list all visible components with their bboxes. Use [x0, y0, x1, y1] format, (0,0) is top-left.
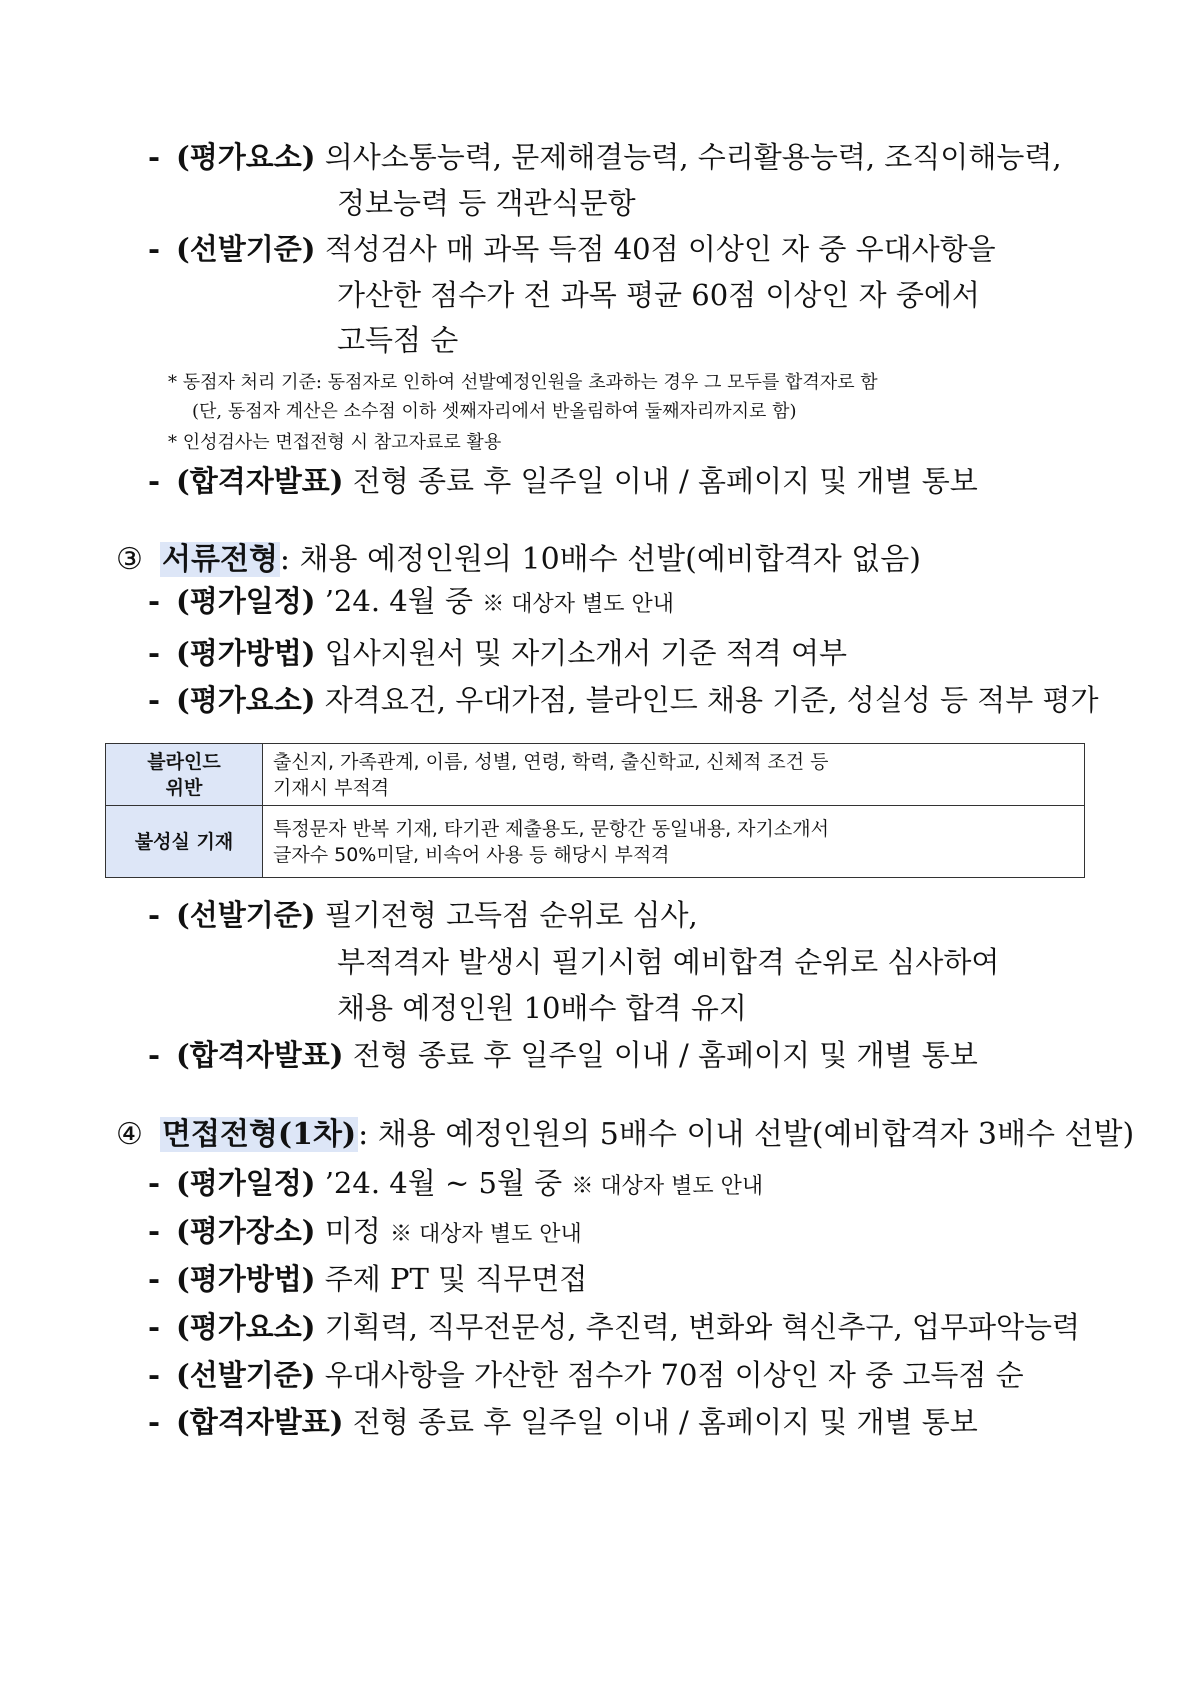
table-row-content [263, 744, 1085, 806]
dash: - [148, 1262, 161, 1296]
doc-schedule-label: (평가일정) [176, 584, 316, 618]
written-criteria-line3: 고득점 순 [337, 323, 459, 357]
written-elements-line [148, 139, 1062, 175]
section-title: 면접전형(1차) [162, 1117, 357, 1152]
doc-method-line [148, 635, 847, 671]
row-content-line: 글자수 50%미달, 비속어 사용 등 해당시 부적격 [273, 843, 670, 866]
int-schedule-line [148, 1165, 763, 1205]
section-description: : 채용 예정인원의 5배수 이내 선발(예비합격자 3배수 선발) [358, 1117, 1135, 1152]
doc-criteria-text: 필기전형 고득점 순위로 심사, [324, 898, 698, 932]
dash: - [148, 1038, 161, 1072]
dash: - [148, 683, 161, 717]
written-criteria-line [148, 231, 996, 267]
dash: - [148, 140, 161, 174]
doc-criteria-label: (선발기준) [176, 898, 316, 932]
section-document-screening-heading [116, 541, 921, 579]
dash: - [148, 464, 161, 498]
row-content-line: 출신지, 가족관계, 이름, 성별, 연령, 학력, 출신학교, 신체적 조건 등 [273, 750, 829, 773]
int-announce-label: (합격자발표) [176, 1405, 344, 1439]
int-place-label: (평가장소) [176, 1214, 316, 1248]
doc-announce-line [148, 1037, 978, 1073]
table-row [106, 744, 1085, 806]
written-announce-label: (합격자발표) [176, 464, 344, 498]
int-method-label: (평가방법) [176, 1262, 316, 1296]
doc-schedule-value: ’24. 4월 중 [324, 584, 473, 618]
int-schedule-value: ’24. 4월 ~ 5월 중 [324, 1166, 563, 1200]
int-method-line [148, 1261, 587, 1297]
written-announce-line [148, 463, 978, 499]
section-description: : 채용 예정인원의 10배수 선발(예비합격자 없음) [279, 542, 921, 577]
doc-elements-value: 자격요건, 우대가점, 블라인드 채용 기준, 성실성 등 적부 평가 [324, 683, 1099, 717]
int-schedule-reference: ※ 대상자 별도 안내 [571, 1174, 764, 1199]
int-schedule-label: (평가일정) [176, 1166, 316, 1200]
row-content-line: 특정문자 반복 기재, 타기관 제출용도, 문항간 동일내용, 자기소개서 [273, 817, 829, 840]
doc-criteria-line3: 채용 예정인원 10배수 합격 유지 [337, 991, 747, 1025]
dash: - [148, 1310, 161, 1344]
dash: - [148, 232, 161, 266]
doc-method-label: (평가방법) [176, 636, 316, 670]
int-place-line [148, 1213, 582, 1253]
section-number: ③ [116, 542, 143, 577]
written-elements-line2: 정보능력 등 객관식문항 [337, 186, 636, 220]
dash: - [148, 636, 161, 670]
written-criteria-label: (선발기준) [176, 232, 316, 266]
int-method-value: 주제 PT 및 직무면접 [324, 1262, 588, 1296]
doc-elements-line [148, 682, 1098, 718]
table-row-header [106, 806, 263, 878]
table-row-content [263, 806, 1085, 878]
int-criteria-value: 우대사항을 가산한 점수가 70점 이상인 자 중 고득점 순 [324, 1358, 1024, 1392]
dash: - [148, 584, 161, 618]
section-title: 서류전형 [162, 542, 278, 577]
int-announce-text: 전형 종료 후 일주일 이내 / 홈페이지 및 개별 통보 [352, 1405, 978, 1439]
doc-criteria-line [148, 897, 698, 933]
int-place-reference: ※ 대상자 별도 안내 [389, 1222, 582, 1247]
doc-criteria-line2: 부적격자 발생시 필기시험 예비합격 순위로 심사하여 [337, 945, 1000, 979]
section-number: ④ [116, 1117, 143, 1152]
dash: - [148, 1166, 161, 1200]
row-header-line: 위반 [165, 776, 203, 799]
tie-rule-note: * 동점자 처리 기준: 동점자로 인하여 선발예정인원을 초과하는 경우 그 모두를 합격자로 함 [168, 372, 878, 393]
doc-announce-text: 전형 종료 후 일주일 이내 / 홈페이지 및 개별 통보 [352, 1038, 978, 1072]
written-announce-text: 전형 종료 후 일주일 이내 / 홈페이지 및 개별 통보 [352, 464, 978, 498]
written-criteria-line2: 가산한 점수가 전 과목 평균 60점 이상인 자 중에서 [337, 278, 980, 312]
int-announce-line [148, 1404, 978, 1440]
table-row [106, 806, 1085, 878]
int-criteria-line [148, 1357, 1024, 1393]
int-place-value: 미정 [324, 1214, 381, 1248]
doc-schedule-reference: ※ 대상자 별도 안내 [482, 592, 674, 617]
tie-rule-note-detail: (단, 동점자 계산은 소수점 이하 셋째자리에서 반올림하여 둘째자리까지로 함) [192, 401, 797, 422]
personality-test-note: * 인성검사는 면접전형 시 참고자료로 활용 [168, 432, 502, 453]
table-row-header [106, 744, 263, 806]
section-interview1-heading [116, 1116, 1134, 1154]
dash: - [148, 1358, 161, 1392]
int-elements-value: 기획력, 직무전문성, 추진력, 변화와 혁신추구, 업무파악능력 [324, 1310, 1081, 1344]
dash: - [148, 1405, 161, 1439]
int-criteria-label: (선발기준) [176, 1358, 316, 1392]
doc-schedule-line [148, 583, 674, 623]
row-content-line: 기재시 부적격 [273, 776, 390, 799]
doc-elements-label: (평가요소) [176, 683, 316, 717]
disqualification-table [105, 743, 1085, 878]
row-header-line: 불성실 기재 [134, 830, 234, 853]
dash: - [148, 1214, 161, 1248]
doc-method-value: 입사지원서 및 자기소개서 기준 적격 여부 [324, 636, 848, 670]
written-elements-label: (평가요소) [176, 140, 316, 174]
written-criteria-text: 적성검사 매 과목 득점 40점 이상인 자 중 우대사항을 [324, 232, 996, 266]
int-elements-line [148, 1309, 1080, 1345]
row-header-line: 블라인드 [147, 750, 221, 773]
written-elements-text: 의사소통능력, 문제해결능력, 수리활용능력, 조직이해능력, [324, 140, 1062, 174]
dash: - [148, 898, 161, 932]
doc-announce-label: (합격자발표) [176, 1038, 344, 1072]
int-elements-label: (평가요소) [176, 1310, 316, 1344]
